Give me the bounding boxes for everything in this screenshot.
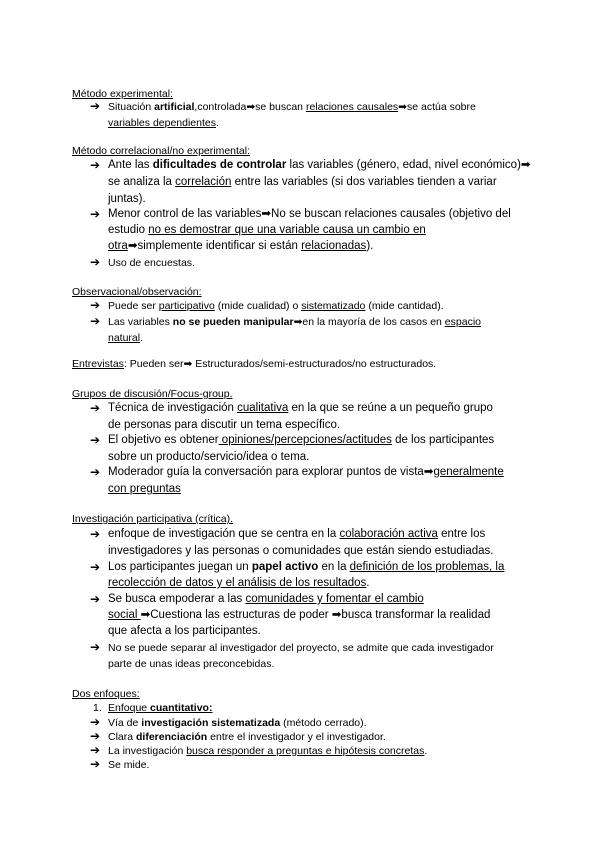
text-run: colaboración activa xyxy=(339,528,438,540)
text-run: ➡simplemente identificar si están xyxy=(127,240,302,252)
text-run: parte de unas ideas preconcebidas. xyxy=(108,658,275,670)
text-run: comunidades y fomentar el cambio xyxy=(245,593,424,605)
entrevistas-text: : Pueden ser➡ Estructurados/semi-estructurados/no estructurados. xyxy=(123,358,437,370)
list-number: 1. xyxy=(93,702,102,714)
arrow-bullet-icon: ➔ xyxy=(90,465,101,479)
text-run: no se pueden manipular xyxy=(172,316,294,328)
text-run: Situación xyxy=(108,101,155,113)
text-run: cuantitativo: xyxy=(150,702,213,714)
text-run: se analiza la xyxy=(108,176,176,188)
list-item xyxy=(108,434,494,447)
list-item xyxy=(108,642,494,655)
list-item xyxy=(108,561,504,574)
text-run: sobre un producto/servicio/idea o tema. xyxy=(108,451,310,463)
list-item-continuation xyxy=(108,193,146,206)
arrow-bullet-icon: ➔ xyxy=(90,255,101,269)
list-item xyxy=(108,257,195,270)
list-item xyxy=(108,717,367,730)
list-item-continuation xyxy=(108,117,219,130)
arrow-bullet-icon: ➔ xyxy=(90,757,101,771)
list-item xyxy=(108,101,476,114)
text-run: Se busca empoderar a las xyxy=(108,593,246,605)
text-run: participativo xyxy=(158,300,215,312)
list-item-continuation xyxy=(108,176,497,189)
text-run: natural xyxy=(108,332,141,344)
text-run: ). xyxy=(366,240,374,252)
entrevistas-line xyxy=(72,358,436,371)
arrow-bullet-icon: ➔ xyxy=(90,158,101,172)
text-run: . xyxy=(216,117,219,129)
text-run: de los participantes xyxy=(391,434,495,446)
text-run: las variables (género, edad, nivel económico)➡ xyxy=(286,159,531,171)
text-run: juntas). xyxy=(108,193,146,205)
text-run: investigadores y las personas o comunidades que están siendo estudiadas. xyxy=(108,545,494,557)
text-run: ,controlada➡se buscan xyxy=(194,101,306,113)
text-run: Clara xyxy=(108,731,137,743)
list-item-continuation xyxy=(108,609,490,622)
text-run: enfoque de investigación que se centra en la xyxy=(108,528,340,540)
text-run: en la que se reúne a un pequeño grupo xyxy=(288,402,493,414)
list-item xyxy=(108,466,504,479)
arrow-bullet-icon: ➔ xyxy=(90,298,101,312)
list-item-continuation xyxy=(108,332,143,345)
text-run: ➡en la mayoría de los casos en xyxy=(293,316,445,328)
text-run: Vía de xyxy=(108,717,142,729)
text-run: que afecta a los participantes. xyxy=(108,625,261,637)
text-run: Enfoque xyxy=(108,702,151,714)
heading-metodo-experimental: Método experimental: xyxy=(72,88,173,100)
text-run: No se puede separar al investigador del proyecto, se admite que cada investigador xyxy=(108,642,494,654)
list-item-continuation xyxy=(108,451,309,464)
list-item xyxy=(108,528,485,541)
text-run: entre los xyxy=(437,528,486,540)
heading-grupos-discusion: Grupos de discusión/Focus-group. xyxy=(72,388,233,400)
text-run: definición de los problemas, la xyxy=(349,561,505,573)
text-run: Ante las xyxy=(108,159,153,171)
text-run: en la xyxy=(318,561,350,573)
arrow-bullet-icon: ➔ xyxy=(90,715,101,729)
arrow-bullet-icon: ➔ xyxy=(90,527,101,541)
text-run: Técnica de investigación xyxy=(108,402,238,414)
list-item-continuation xyxy=(108,577,369,590)
arrow-bullet-icon: ➔ xyxy=(90,99,101,113)
heading-metodo-correlacional: Método correlacional/no experimental: xyxy=(72,145,251,157)
list-item xyxy=(108,208,511,221)
list-item xyxy=(108,745,427,758)
list-item-continuation xyxy=(108,419,340,432)
list-item-continuation xyxy=(108,545,494,558)
heading-dos-enfoques: Dos enfoques: xyxy=(72,688,140,700)
list-item xyxy=(108,759,149,772)
text-run: . xyxy=(366,577,370,589)
text-run: no es demostrar que una variable causa un cambio en xyxy=(148,224,426,236)
arrow-bullet-icon: ➔ xyxy=(90,314,101,328)
text-run: recolección de datos y el análisis de los resultados xyxy=(108,577,367,589)
list-item xyxy=(108,300,444,313)
list-item xyxy=(108,731,386,744)
text-run: cualitativa xyxy=(237,402,289,414)
text-run: . xyxy=(140,332,144,344)
list-item-continuation xyxy=(108,224,426,237)
text-run: social xyxy=(108,609,141,621)
text-run: variables dependientes xyxy=(108,117,216,129)
text-run: Moderador guía la conversación para explorar puntos de vista➡ xyxy=(108,466,434,478)
text-run: busca responder a preguntas e hipótesis concretas xyxy=(186,745,425,757)
text-run: ➡se actúa sobre xyxy=(398,101,476,113)
numbered-item-enfoque-cuantitativo xyxy=(108,702,212,715)
text-run: . xyxy=(424,745,428,757)
text-run: artificial xyxy=(154,101,195,113)
arrow-bullet-icon: ➔ xyxy=(90,207,101,221)
arrow-bullet-icon: ➔ xyxy=(90,433,101,447)
text-run: Menor control de las variables➡No se buscan relaciones causales (objetivo del xyxy=(108,208,511,220)
text-run: Se mide. xyxy=(108,759,150,771)
text-run: ➡Cuestiona las estructuras de poder ➡busca transformar la realidad xyxy=(140,609,491,621)
arrow-bullet-icon: ➔ xyxy=(90,743,101,757)
text-run: investigación sistematizada xyxy=(141,717,281,729)
text-run: La investigación xyxy=(108,745,187,757)
text-run: El objetivo es obtener xyxy=(108,434,219,446)
list-item xyxy=(108,402,493,415)
text-run: relaciones causales xyxy=(305,101,399,113)
text-run: diferenciación xyxy=(136,731,208,743)
text-run: (método cerrado). xyxy=(280,717,367,729)
text-run: entre el investigador y el investigador. xyxy=(207,731,386,743)
heading-entrevistas: Entrevistas xyxy=(72,358,124,370)
arrow-bullet-icon: ➔ xyxy=(90,401,101,415)
list-item xyxy=(108,593,424,606)
arrow-bullet-icon: ➔ xyxy=(90,640,101,654)
list-item-continuation xyxy=(108,483,181,496)
arrow-bullet-icon: ➔ xyxy=(90,729,101,743)
text-run: (mide cantidad). xyxy=(365,300,444,312)
list-item-continuation xyxy=(108,658,274,671)
list-item-continuation xyxy=(108,240,373,253)
heading-investigacion-participativa: Investigación participativa (crítica). xyxy=(72,513,234,525)
list-item-continuation xyxy=(108,625,261,638)
text-run: Uso de encuestas. xyxy=(108,257,195,269)
list-item xyxy=(108,316,481,329)
text-run: sistematizado xyxy=(301,300,366,312)
text-run: relacionadas xyxy=(301,240,367,252)
text-run: estudio xyxy=(108,224,149,236)
arrow-bullet-icon: ➔ xyxy=(90,592,101,606)
heading-observacional: Observacional/observación: xyxy=(72,286,202,298)
text-run: papel activo xyxy=(251,561,319,573)
text-run: (mide cualidad) o xyxy=(214,300,302,312)
text-run: Los participantes juegan un xyxy=(108,561,252,573)
text-run: entre las variables (si dos variables tienden a variar xyxy=(231,176,497,188)
text-run: correlación xyxy=(175,176,232,188)
arrow-bullet-icon: ➔ xyxy=(90,560,101,574)
text-run: generalmente xyxy=(433,466,504,478)
text-run: con preguntas xyxy=(108,483,181,495)
text-run: de personas para discutir un tema específico. xyxy=(108,419,341,431)
text-run: dificultades de controlar xyxy=(152,159,287,171)
text-run: otra xyxy=(108,240,128,252)
text-run: opiniones/percepciones/actitudes xyxy=(218,434,392,446)
text-run: Puede ser xyxy=(108,300,159,312)
list-item xyxy=(108,159,531,172)
text-run: Las variables xyxy=(108,316,173,328)
text-run: espacio xyxy=(444,316,481,328)
